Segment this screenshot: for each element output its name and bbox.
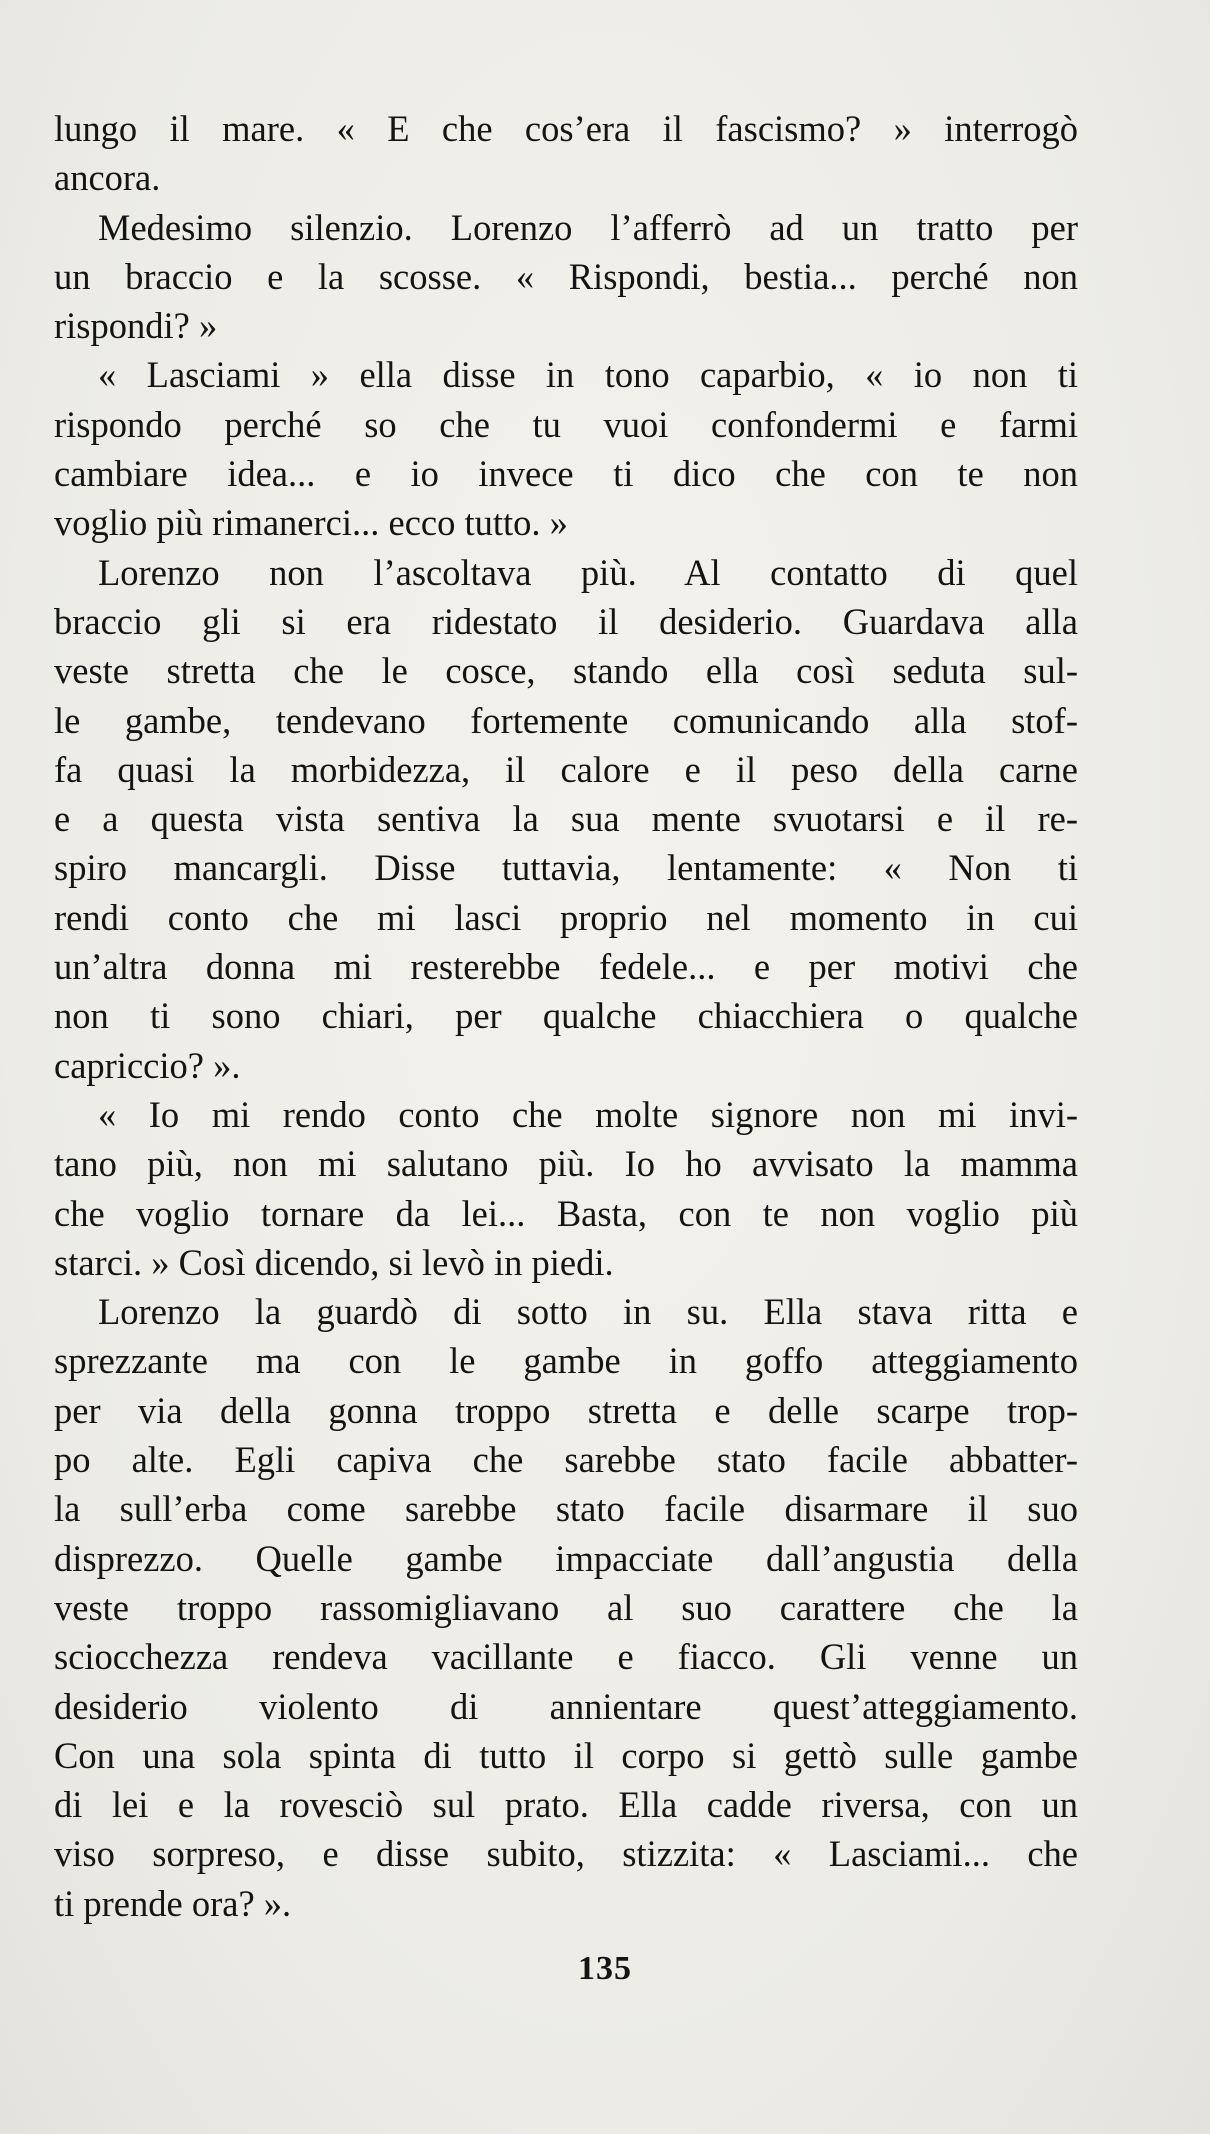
text-line: Lorenzo la guardò di sotto in su. Ella stava ritta e: [98, 1291, 1078, 1333]
text-line: veste troppo rassomigliavano al suo carattere che la: [54, 1586, 1078, 1628]
text-line: fa quasi la morbidezza, il calore e il peso della carne: [54, 748, 1078, 790]
text-line: Medesimo silenzio. Lorenzo l’afferrò ad un tratto per: [98, 206, 1078, 248]
text-line: capriccio? ».: [54, 1044, 241, 1086]
text-line: per via della gonna troppo stretta e delle scarpe trop-: [54, 1389, 1078, 1431]
text-line: che voglio tornare da lei... Basta, con te non voglio più: [54, 1192, 1078, 1234]
text-line: veste stretta che le cosce, stando ella così seduta sul-: [54, 650, 1078, 692]
text-line: tano più, non mi salutano più. Io ho avvisato la mamma: [54, 1143, 1078, 1185]
text-line: lungo il mare. « E che cos’era il fascismo? » interrogò: [54, 108, 1078, 149]
text-line: un braccio e la scosse. « Rispondi, bestia... perché non: [54, 255, 1078, 297]
text-line: po alte. Egli capiva che sarebbe stato facile abbatter-: [54, 1439, 1078, 1481]
text-line: starci. » Così dicendo, si levò in piedi.: [54, 1241, 614, 1283]
page-number: 135: [578, 1950, 632, 1987]
text-line: rispondo perché so che tu vuoi confondermi e farmi: [54, 403, 1078, 445]
text-line: ti prende ora? ».: [54, 1882, 292, 1924]
text-line: sciocchezza rendeva vacillante e fiacco. Gli venne un: [54, 1636, 1078, 1678]
text-line: Lorenzo non l’ascoltava più. Al contatto di quel: [98, 551, 1078, 593]
text-line: Con una sola spinta di tutto il corpo si gettò sulle gambe: [54, 1734, 1078, 1776]
text-line: spiro mancargli. Disse tuttavia, lentamente: « Non ti: [54, 847, 1078, 889]
text-line: cambiare idea... e io invece ti dico che con te non: [54, 453, 1078, 495]
text-line: di lei e la rovesciò sul prato. Ella cadde riversa, con un: [54, 1784, 1078, 1826]
body-text: [54, 104, 1078, 1928]
text-line: le gambe, tendevano fortemente comunicando alla stof-: [54, 699, 1078, 741]
text-line: « Lasciami » ella disse in tono caparbio, « io non ti: [98, 354, 1078, 396]
text-line: rispondi? »: [54, 305, 218, 347]
text-line: e a questa vista sentiva la sua mente svuotarsi e il re-: [54, 798, 1078, 840]
text-line: la sull’erba come sarebbe stato facile disarmare il suo: [54, 1488, 1078, 1530]
text-line: ancora.: [54, 157, 161, 199]
text-line: rendi conto che mi lasci proprio nel momento in cui: [54, 896, 1078, 938]
text-line: disprezzo. Quelle gambe impacciate dall’angustia della: [54, 1537, 1078, 1579]
text-line: « Io mi rendo conto che molte signore non mi invi-: [98, 1093, 1078, 1135]
text-line: viso sorpreso, e disse subito, stizzita: « Lasciami... che: [54, 1833, 1078, 1875]
text-line: non ti sono chiari, per qualche chiacchiera o qualche: [54, 995, 1078, 1037]
text-line: voglio più rimanerci... ecco tutto. »: [54, 502, 568, 544]
text-line: desiderio violento di annientare quest’atteggiamento.: [54, 1685, 1078, 1727]
text-line: un’altra donna mi resterebbe fedele... e per motivi che: [54, 946, 1078, 988]
text-line: sprezzante ma con le gambe in goffo atteggiamento: [54, 1340, 1078, 1382]
text-line: braccio gli si era ridestato il desiderio. Guardava alla: [54, 600, 1078, 642]
